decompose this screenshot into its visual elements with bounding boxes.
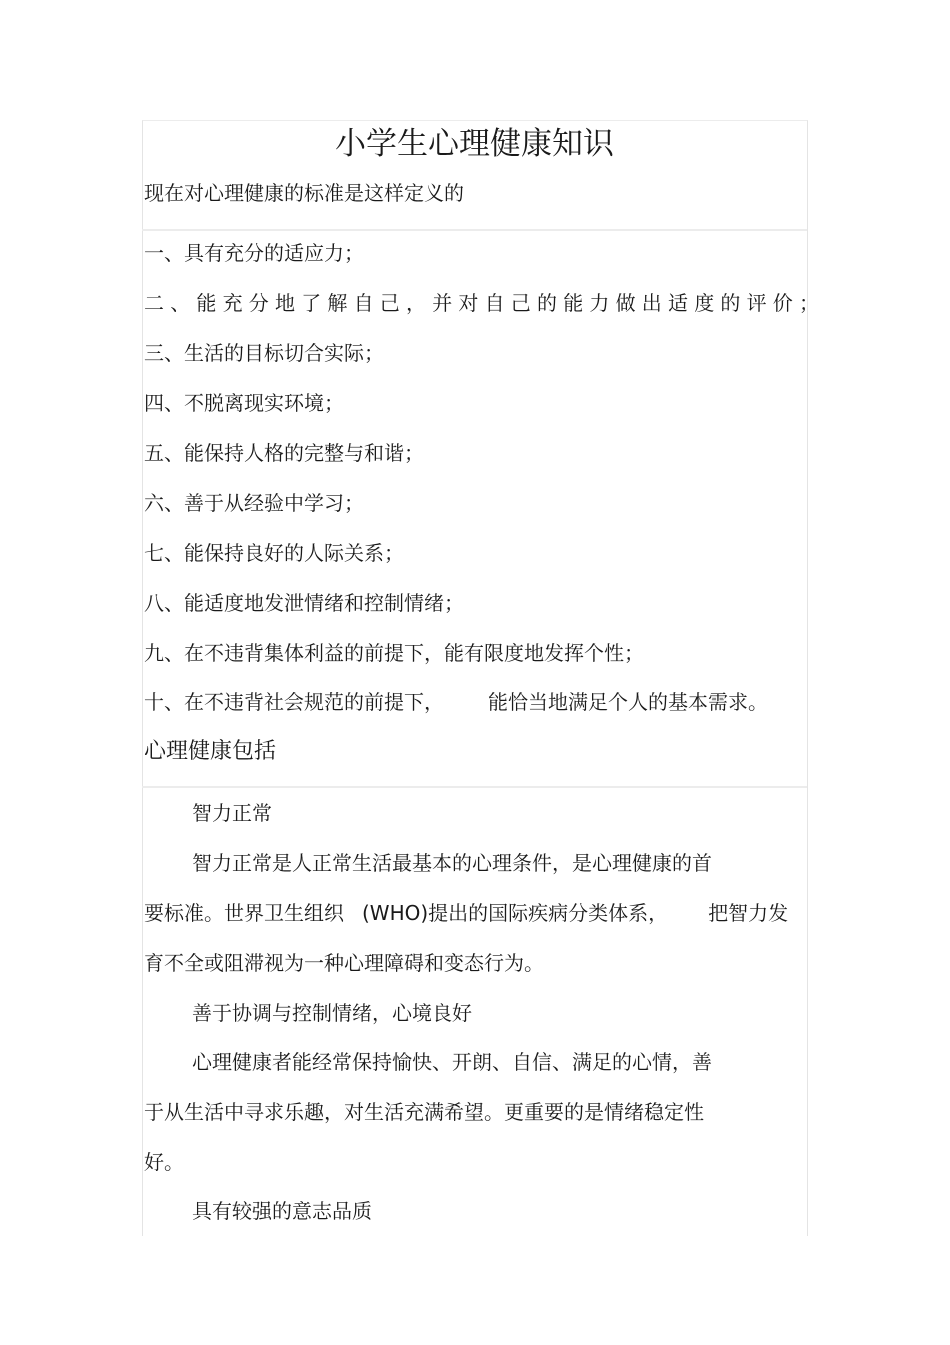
paragraph-line: 心理健康者能经常保持愉快、开朗、自信、满足的心情，善 bbox=[192, 1050, 712, 1074]
standard-item: 二、能充分地了解自己，并对自己的能力做出适度的评价； bbox=[144, 291, 826, 315]
subsection-heading: 具有较强的意志品质 bbox=[192, 1199, 372, 1223]
standard-item-part: 十、在不违背社会规范的前提下， bbox=[144, 690, 444, 714]
paragraph-line: 智力正常是人正常生活最基本的心理条件，是心理健康的首 bbox=[192, 851, 712, 875]
subsection-heading: 智力正常 bbox=[192, 801, 272, 825]
standard-item: 六、善于从经验中学习； bbox=[144, 491, 364, 515]
standard-item: 八、能适度地发泄情绪和控制情绪； bbox=[144, 591, 464, 615]
standard-item: 三、生活的目标切合实际； bbox=[144, 341, 384, 365]
standard-item: 五、能保持人格的完整与和谐； bbox=[144, 441, 424, 465]
standard-item-part: 能恰当地满足个人的基本需求。 bbox=[488, 690, 768, 714]
standard-item: 九、在不违背集体利益的前提下，能有限度地发挥个性； bbox=[144, 641, 644, 665]
standard-item bbox=[144, 689, 768, 715]
standard-item: 七、能保持良好的人际关系； bbox=[144, 541, 404, 565]
intro-text: 现在对心理健康的标准是这样定义的 bbox=[144, 181, 464, 205]
text-span: 提出的国际疾病分类体系， bbox=[428, 901, 669, 925]
standard-item: 四、不脱离现实环境； bbox=[144, 391, 344, 415]
standard-item: 一、具有充分的适应力； bbox=[144, 241, 364, 265]
section-heading: 心理健康包括 bbox=[144, 739, 277, 764]
paragraph-line bbox=[144, 900, 788, 926]
text-span: 要标准。世界卫生组织 bbox=[144, 901, 344, 925]
text-span: 把智力发 bbox=[708, 901, 789, 925]
paragraph-line: 育不全或阻滞视为一种心理障碍和变态行为。 bbox=[144, 951, 544, 975]
document-title: 小学生心理健康知识 bbox=[335, 126, 614, 162]
text-span: (WHO) bbox=[362, 901, 429, 925]
subsection-heading: 善于协调与控制情绪，心境良好 bbox=[192, 1001, 472, 1025]
paragraph-line: 于从生活中寻求乐趣，对生活充满希望。更重要的是情绪稳定性 bbox=[144, 1100, 704, 1124]
divider bbox=[142, 229, 807, 231]
divider bbox=[142, 786, 807, 788]
paragraph-line: 好。 bbox=[144, 1150, 184, 1174]
